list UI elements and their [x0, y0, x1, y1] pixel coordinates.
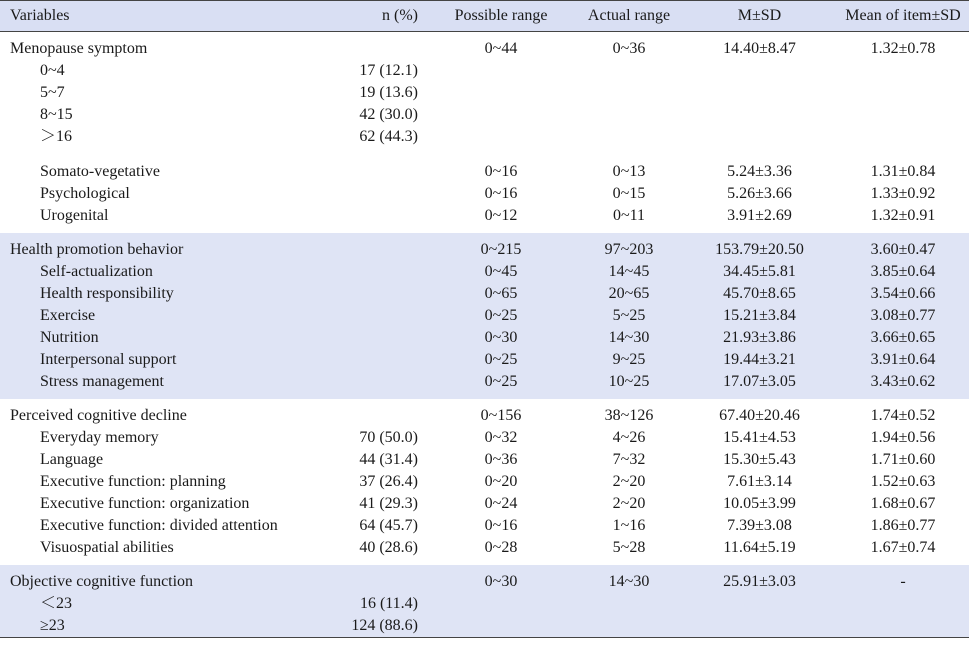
row-label: Language — [40, 451, 104, 468]
row-mean-item: 3.08±0.77 — [837, 305, 969, 327]
row-actual: 97~203 — [576, 233, 682, 261]
row-label: Perceived cognitive decline — [10, 407, 187, 424]
row-actual: 5~25 — [576, 305, 682, 327]
row-possible: 0~25 — [426, 349, 576, 371]
row-label: ＞16 — [40, 128, 73, 145]
row-actual: 2~20 — [612, 495, 646, 512]
row-n — [336, 205, 426, 233]
table-row — [0, 104, 969, 126]
row-mean-item: 3.43±0.62 — [837, 371, 969, 399]
header-mean-sd: M±SD — [682, 1, 837, 32]
table-row — [0, 261, 969, 283]
table-row — [0, 60, 969, 82]
row-n: 19 (13.6) — [359, 84, 418, 101]
row-msd: 34.45±5.81 — [682, 261, 837, 283]
header-actual-range: Actual range — [576, 1, 682, 32]
row-mean-item: 1.68±0.67 — [870, 495, 936, 512]
header-row — [0, 1, 969, 32]
row-msd: 5.26±3.66 — [727, 185, 792, 202]
row-msd: 19.44±3.21 — [682, 349, 837, 371]
row-n — [336, 183, 426, 205]
row-possible: 0~30 — [426, 327, 576, 349]
row-actual: 20~65 — [576, 283, 682, 305]
row-label: Exercise — [0, 305, 336, 327]
row-possible: 0~30 — [426, 565, 576, 593]
table-row — [0, 283, 969, 305]
row-n: 44 (31.4) — [359, 451, 418, 468]
row-possible: 0~65 — [426, 283, 576, 305]
row-label: Objective cognitive function — [0, 565, 336, 593]
header-mean-of-item-sd: Mean of item±SD — [837, 1, 969, 32]
row-mean-item: 3.91±0.64 — [837, 349, 969, 371]
table-row — [0, 399, 969, 427]
row-mean-item: 1.71±0.60 — [870, 451, 936, 468]
row-n: 70 (50.0) — [359, 429, 418, 446]
row-n — [336, 283, 426, 305]
row-possible: 0~32 — [484, 429, 518, 446]
row-possible: 0~16 — [484, 517, 518, 534]
spacer-row — [0, 148, 969, 161]
row-n: 40 (28.6) — [359, 539, 418, 556]
header-variables: Variables — [0, 1, 336, 32]
row-label: Nutrition — [0, 327, 336, 349]
row-mean-item: - — [837, 565, 969, 593]
row-label: Urogenital — [40, 207, 109, 224]
row-possible: 0~156 — [480, 407, 522, 424]
table-row — [0, 233, 969, 261]
row-n — [336, 349, 426, 371]
table-row — [0, 493, 969, 515]
table-row — [0, 161, 969, 183]
row-label: Menopause symptom — [10, 40, 148, 57]
row-n: 16 (11.4) — [336, 593, 426, 615]
row-n — [336, 305, 426, 327]
row-n: 37 (26.4) — [359, 473, 418, 490]
table-row — [0, 593, 969, 615]
row-label: ≥23 — [0, 615, 336, 638]
row-mean-item: 1.67±0.74 — [870, 539, 936, 556]
row-n: 41 (29.3) — [359, 495, 418, 512]
row-label: Self-actualization — [0, 261, 336, 283]
row-msd: 11.64±5.19 — [723, 539, 796, 556]
table-row — [0, 126, 969, 148]
row-n: 62 (44.3) — [359, 128, 418, 145]
row-n: 17 (12.1) — [359, 62, 418, 79]
row-possible: 0~16 — [484, 185, 518, 202]
table-row — [0, 205, 969, 233]
row-label: ＜23 — [0, 593, 336, 615]
row-msd: 10.05±3.99 — [723, 495, 796, 512]
table-row — [0, 449, 969, 471]
row-mean-item: 1.74±0.52 — [870, 407, 936, 424]
row-possible: 0~28 — [484, 539, 518, 556]
table-row — [0, 82, 969, 104]
row-possible: 0~16 — [484, 163, 518, 180]
row-msd: 17.07±3.05 — [682, 371, 837, 399]
row-possible: 0~25 — [426, 305, 576, 327]
row-msd: 14.40±8.47 — [723, 40, 796, 57]
row-label: Executive function: planning — [40, 473, 226, 490]
row-mean-item: 1.52±0.63 — [870, 473, 936, 490]
row-n — [336, 32, 426, 61]
row-msd: 153.79±20.50 — [682, 233, 837, 261]
row-label: Interpersonal support — [0, 349, 336, 371]
row-msd: 7.61±3.14 — [727, 473, 792, 490]
table-row — [0, 327, 969, 349]
row-n — [336, 261, 426, 283]
row-msd: 7.39±3.08 — [727, 517, 792, 534]
row-label: Executive function: organization — [40, 495, 250, 512]
row-msd: 25.91±3.03 — [682, 565, 837, 593]
row-possible: 0~12 — [484, 207, 518, 224]
row-msd: 21.93±3.86 — [682, 327, 837, 349]
row-msd: 15.41±4.53 — [723, 429, 796, 446]
table-row — [0, 183, 969, 205]
row-possible: 0~215 — [426, 233, 576, 261]
row-label: Stress management — [0, 371, 336, 399]
row-actual: 0~13 — [612, 163, 646, 180]
row-msd: 15.30±5.43 — [723, 451, 796, 468]
row-possible: 0~25 — [426, 371, 576, 399]
row-mean-item: 3.54±0.66 — [837, 283, 969, 305]
table-row — [0, 371, 969, 399]
row-mean-item: 1.31±0.84 — [870, 163, 936, 180]
row-actual: 14~30 — [576, 565, 682, 593]
row-label: Executive function: divided attention — [40, 517, 278, 534]
header-possible-range: Possible range — [426, 1, 576, 32]
row-n — [336, 565, 426, 593]
row-label: Health responsibility — [0, 283, 336, 305]
row-mean-item: 3.66±0.65 — [837, 327, 969, 349]
row-msd: 15.21±3.84 — [682, 305, 837, 327]
row-actual: 9~25 — [576, 349, 682, 371]
row-possible: 0~36 — [484, 451, 518, 468]
row-label: 8~15 — [40, 106, 73, 123]
row-n: 42 (30.0) — [359, 106, 418, 123]
row-actual: 14~30 — [576, 327, 682, 349]
row-actual: 14~45 — [576, 261, 682, 283]
row-label: Everyday memory — [40, 429, 159, 446]
row-possible: 0~20 — [484, 473, 518, 490]
row-actual: 0~11 — [612, 207, 646, 224]
row-msd: 5.24±3.36 — [727, 163, 792, 180]
row-mean-item: 1.33±0.92 — [870, 185, 936, 202]
row-actual: 1~16 — [612, 517, 646, 534]
row-mean-item: 1.94±0.56 — [870, 429, 936, 446]
row-mean-item: 1.32±0.91 — [870, 207, 936, 224]
row-label: Somato-vegetative — [40, 163, 160, 180]
header-n-percent: n (%) — [336, 1, 426, 32]
table-row — [0, 32, 969, 61]
row-n: 64 (45.7) — [359, 517, 418, 534]
row-possible: 0~24 — [484, 495, 518, 512]
row-possible: 0~44 — [484, 40, 518, 57]
row-actual: 4~26 — [612, 429, 646, 446]
row-msd: 45.70±8.65 — [682, 283, 837, 305]
row-mean-item: 1.86±0.77 — [870, 517, 936, 534]
row-actual: 7~32 — [612, 451, 646, 468]
row-actual: 0~36 — [612, 40, 646, 57]
row-label: Visuospatial abilities — [40, 539, 174, 556]
row-mean-item: 1.32±0.78 — [870, 40, 936, 57]
row-n — [336, 161, 426, 183]
row-n: 124 (88.6) — [336, 615, 426, 638]
row-n — [336, 327, 426, 349]
row-actual: 38~126 — [604, 407, 654, 424]
row-actual: 5~28 — [612, 539, 646, 556]
row-label: 5~7 — [40, 84, 65, 101]
table-row — [0, 515, 969, 537]
row-possible: 0~45 — [426, 261, 576, 283]
table-row — [0, 305, 969, 327]
row-label: Psychological — [40, 185, 130, 202]
row-actual: 2~20 — [612, 473, 646, 490]
row-label: Health promotion behavior — [0, 233, 336, 261]
table-row — [0, 565, 969, 593]
row-mean-item: 3.60±0.47 — [837, 233, 969, 261]
row-actual: 0~15 — [612, 185, 646, 202]
row-n — [336, 399, 426, 427]
row-n — [336, 371, 426, 399]
table-row — [0, 471, 969, 493]
row-label: 0~4 — [40, 62, 65, 79]
row-actual: 10~25 — [576, 371, 682, 399]
table-row — [0, 537, 969, 565]
row-mean-item: 3.85±0.64 — [837, 261, 969, 283]
row-n — [336, 233, 426, 261]
table-row — [0, 349, 969, 371]
table-row — [0, 427, 969, 449]
table-row — [0, 615, 969, 638]
row-msd: 67.40±20.46 — [719, 407, 800, 424]
row-msd: 3.91±2.69 — [727, 207, 792, 224]
